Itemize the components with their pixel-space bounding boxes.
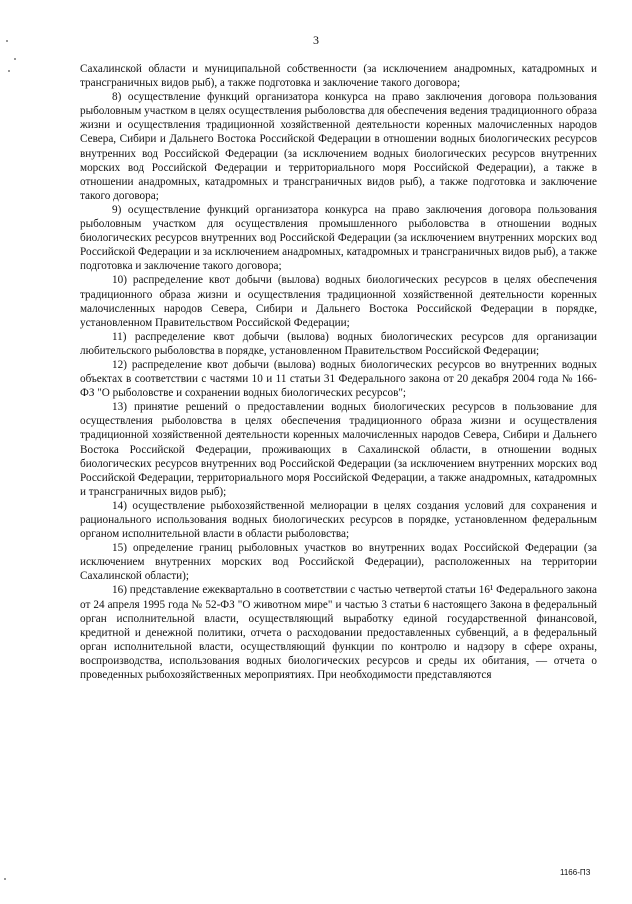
scan-artifact bbox=[8, 70, 10, 72]
paragraph-item-16: 16) представление ежеквартально в соответствии с частью четвертой статьи 16¹ Федерального закона от 24 апреля 1995 года № 52-ФЗ "О животном мире" и частью 3 статьи 6 настоящего Закона в федеральный орган исполнительной власти, осуществляющий выработку единой государственной финансовой, кредитной и денежной политики, отчета о расходовании предоставленных субвенций, а в федеральный орган исполнительной власти, осуществляющий функции по контролю и надзору в сфере охраны, воспроизводства, использования водных биологических ресурсов и среды их обитания, — отчета о проведенных рыбохозяйственных мероприятиях. При необходимости представляются bbox=[80, 584, 597, 682]
paragraph-item-9: 9) осуществление функций организатора конкурса на право заключения договора пользования рыболовным участком для осуществления промышленного рыболовства в отношении водных биологических ресурсов внутренних вод Российской Федерации (за исключением внутренних морских вод Российской Федерации и за исключением анадромных, катадромных и трансграничных видов рыб), а также подготовка и заключение такого договора; bbox=[80, 203, 597, 273]
paragraph-item-12: 12) распределение квот добычи (вылова) водных биологических ресурсов во внутренних водных объектах в соответствии с частями 10 и 11 статьи 31 Федерального закона от 20 декабря 2004 года № 166-ФЗ "О рыболовстве и сохранении водных биологических ресурсов"; bbox=[80, 358, 597, 400]
document-code: 1166-ПЗ bbox=[560, 868, 591, 877]
scan-artifact bbox=[4, 878, 6, 880]
paragraph-continuation: Сахалинской области и муниципальной собственности (за исключением анадромных, катадромных и трансграничных видов рыб), а также подготовка и заключение такого договора; bbox=[80, 63, 597, 90]
paragraph-item-11: 11) распределение квот добычи (вылова) водных биологических ресурсов для организации любительского рыболовства в порядке, установленном Правительством Российской Федерации; bbox=[80, 330, 597, 357]
paragraph-item-8: 8) осуществление функций организатора конкурса на право заключения договора пользования рыболовным участком в целях осуществления рыболовства для обеспечения ведения традиционного образа жизни и осуществления традиционной хозяйственной деятельности коренных малочисленных народов Севера, Сибири и Дальнего Востока Российской Федерации в отношении водных биологических ресурсов внутренних вод Российской Федерации (за исключением водных биологических ресурсов внутренних морских вод Российской Федерации и территориального моря Российской Федерации), а также в отношении анадромных, катадромных и трансграничных видов рыб), а также подготовка и заключение такого договора; bbox=[80, 91, 597, 202]
scan-artifact bbox=[6, 40, 8, 42]
scan-artifact bbox=[14, 58, 16, 60]
page-number: 3 bbox=[313, 33, 319, 47]
paragraph-item-14: 14) осуществление рыбохозяйственной мелиорации в целях создания условий для сохранения и рационального использования водных биологических ресурсов в порядке, установленном федеральным органом исполнительной власти в области рыболовства; bbox=[80, 499, 597, 541]
paragraph-item-13: 13) принятие решений о предоставлении водных биологических ресурсов в пользование для осуществления рыболовства в целях обеспечения традиционного образа жизни и осуществления традиционной хозяйственной деятельности коренных малочисленных народов Севера, Сибири и Дальнего Востока Российской Федерации, проживающих в Сахалинской области, в отношении водных биологических ресурсов внутренних вод Российской Федерации (за исключением внутренних морских вод Российской Федерации, территориального моря Российской Федерации, а также анадромных, катадромных и трансграничных видов рыб); bbox=[80, 401, 597, 498]
paragraph-item-15: 15) определение границ рыболовных участков во внутренних водах Российской Федерации (за исключением внутренних морских вод Российской Федерации), расположенных на территории Сахалинской области); bbox=[80, 542, 597, 583]
document-body bbox=[80, 62, 597, 682]
paragraph-item-10: 10) распределение квот добычи (вылова) водных биологических ресурсов в целях обеспечения традиционного образа жизни и осуществления традиционной хозяйственной деятельности коренных малочисленных народов Севера, Сибири и Дальнего Востока Российской Федерации в порядке, установленном Правительством Российской Федерации; bbox=[80, 274, 597, 329]
